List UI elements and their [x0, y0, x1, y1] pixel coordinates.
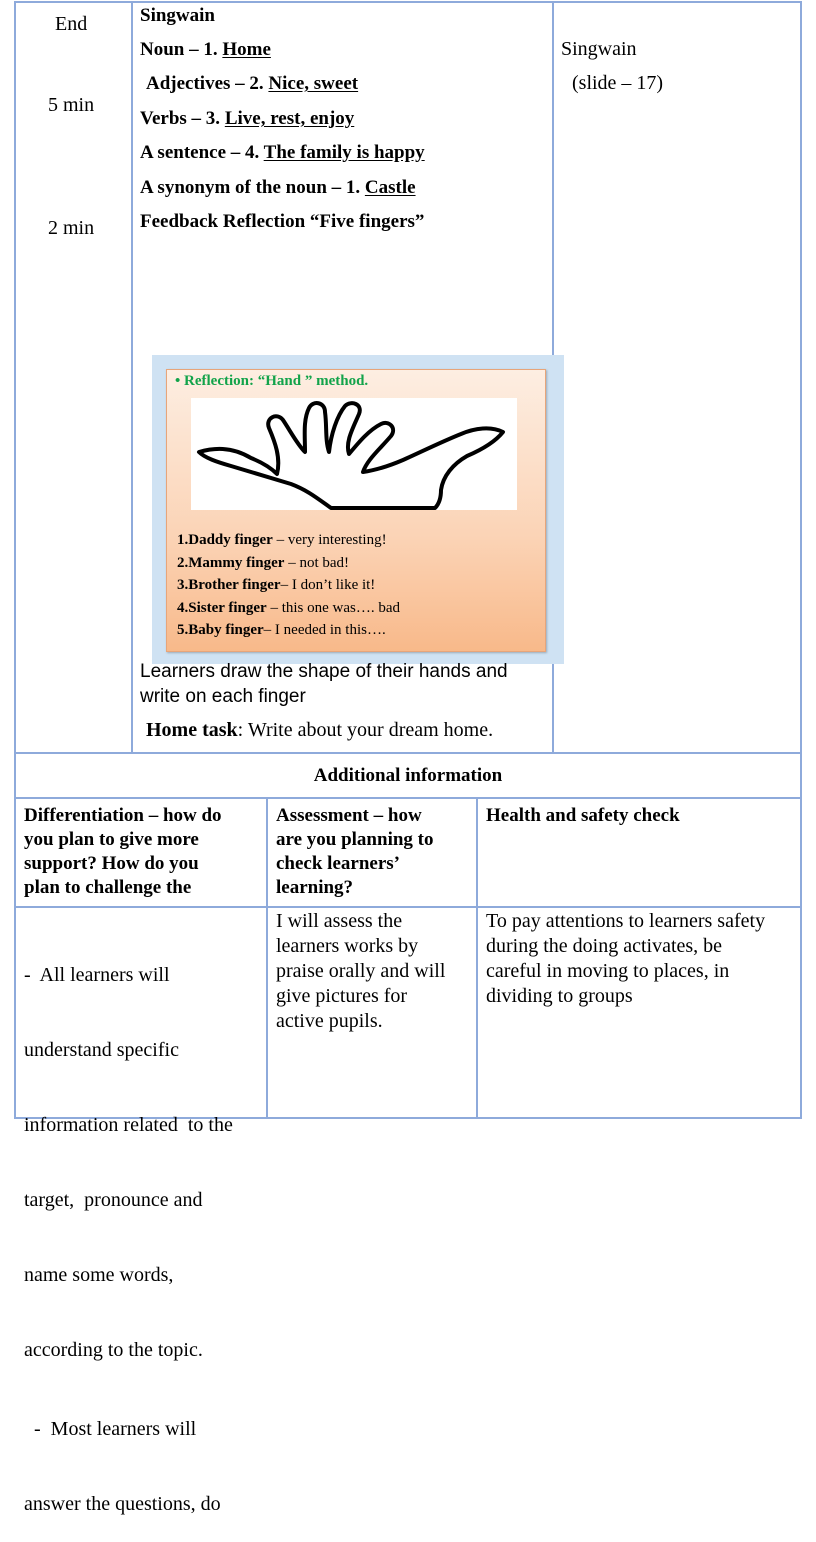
item-prefix: Verbs – 3.: [140, 108, 225, 129]
item-prefix: A sentence – 4.: [140, 142, 264, 163]
health-safety-header: Health and safety check: [486, 805, 680, 826]
table-border-left: [14, 1, 16, 1119]
time-label-5min: 5 min: [48, 94, 95, 116]
assessment-header: Assessment – how are you planning to check learners’ learning?: [276, 805, 434, 898]
additional-info-heading: Additional information: [313, 765, 503, 786]
slide-title-text: Reflection: “Hand ” method.: [184, 373, 369, 389]
item-answer: The family is happy: [263, 142, 425, 163]
activity-item-verbs: [140, 107, 354, 131]
home-task-label: Home task: [146, 719, 238, 741]
assessment-content: I will assess the learners works by praise orally and will give pictures for active pupils.: [276, 910, 446, 1032]
col-divider-health: [476, 797, 478, 1119]
activity-item-synonym: [140, 176, 416, 200]
activity-item-noun: [140, 38, 271, 62]
col-divider-assessment: [266, 797, 268, 1119]
differentiation-header: Differentiation – how do you plan to give more support? How do you plan to challenge the: [24, 805, 222, 898]
stage-title: Singwain: [140, 5, 215, 26]
row-divider-2: [14, 797, 802, 799]
home-task-text: : Write about your dream home.: [237, 719, 494, 741]
reflection-slide: [166, 369, 546, 652]
item-answer: Castle: [364, 177, 416, 198]
row-divider-3: [14, 906, 802, 908]
row-divider-1: [14, 752, 802, 754]
finger-item: 4.Sister finger – this one was…. bad: [177, 599, 401, 616]
activity-item-sentence: [140, 141, 425, 165]
feedback-reflection: Feedback Reflection “Five fingers”: [140, 211, 425, 232]
item-answer: Nice, sweet: [268, 73, 359, 94]
hand-outline-icon: [191, 398, 517, 510]
learners-instruction-line-1: Learners draw the shape of their hands and: [140, 661, 508, 682]
item-answer: Home: [222, 39, 271, 60]
table-border-right: [800, 1, 802, 1119]
item-prefix: A synonym of the noun – 1.: [140, 177, 365, 198]
hand-drawing: [191, 398, 517, 510]
item-answer: Live, rest, enjoy: [224, 108, 355, 129]
resource-singwain: Singwain: [561, 38, 637, 60]
col-divider-time: [131, 1, 133, 753]
slide-title: [175, 373, 368, 390]
health-safety-content: To pay attentions to learners safety during the doing activates, be careful in moving to places, in dividing to groups: [486, 910, 766, 1007]
finger-item: 3.Brother finger– I don’t like it!: [177, 577, 376, 593]
differentiation-content: - All learners will understand specific information related to the target, pronounce and name some words, according to the topic. - Most learners will answer the questions, do: [24, 964, 233, 1515]
learners-instruction-line-2: write on each finger: [140, 686, 306, 707]
finger-item: 1.Daddy finger – very interesting!: [177, 532, 387, 548]
bullet-icon: •: [175, 373, 181, 389]
activity-item-adjectives: [146, 72, 358, 96]
time-label-2min: 2 min: [48, 217, 95, 239]
item-prefix: Adjectives – 2.: [146, 73, 269, 94]
home-task: [146, 718, 493, 743]
resource-slide-ref: (slide – 17): [572, 72, 664, 94]
finger-item: 2.Mammy finger – not bad!: [177, 554, 350, 571]
time-label-end: End: [55, 13, 88, 35]
finger-item: 5.Baby finger– I needed in this….: [177, 622, 386, 638]
item-prefix: Noun – 1.: [140, 39, 223, 60]
finger-list: [177, 529, 400, 642]
